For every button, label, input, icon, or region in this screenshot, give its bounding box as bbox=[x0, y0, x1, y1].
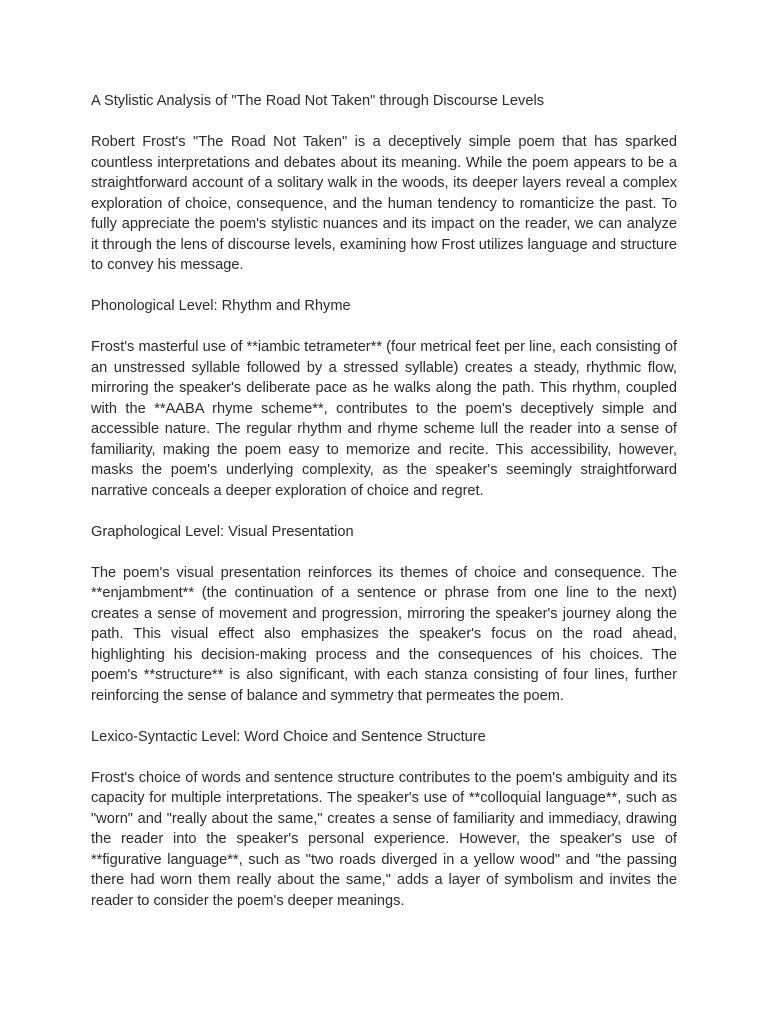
section-heading-graphological: Graphological Level: Visual Presentation bbox=[91, 523, 354, 540]
intro-paragraph: Robert Frost's "The Road Not Taken" is a deceptively simple poem that has sparked countless interpretations and debates about its meaning. While the poem appears to be a straightforward account of a solitary walk in the woods, its deeper layers reveal a complex exploration of choice, consequence, and the human tendency to romanticize the past. To fully appreciate the poem's stylistic nuances and its impact on the reader, we can analyze it through the lens of discourse levels, examining how Frost utilizes language and structure to convey his message. bbox=[91, 134, 677, 273]
section-body-lexico-syntactic: Frost's choice of words and sentence structure contributes to the poem's ambiguity and its capacity for multiple interpretations. The speaker's use of **colloquial language**, such as "worn" and "really about the same," creates a sense of familiarity and immediacy, drawing the reader into the speaker's personal experience. However, the speaker's use of **figurative language**, such as "two roads diverged in a yellow wood" and "the passing there had worn them really about the same," adds a layer of symbolism and invites the reader to consider the poem's deeper meanings. bbox=[91, 769, 677, 909]
document-page bbox=[91, 91, 677, 932]
section-heading-phonological: Phonological Level: Rhythm and Rhyme bbox=[91, 298, 351, 314]
section-body-phonological: Frost's masterful use of **iambic tetrameter** (four metrical feet per line, each consisting of an unstressed syllable followed by a stressed syllable) creates a steady, rhythmic flow, mirroring the speaker's deliberate pace as he walks along the path. This rhythm, coupled with the **AABA rhyme scheme**, contributes to the poem's deceptively simple and accessible nature. The regular rhythm and rhyme scheme lull the reader into a sense of familiarity, making the poem easy to memorize and recite. This accessibility, however, masks the poem's underlying complexity, as the speaker's seemingly straightforward narrative conceals a deeper exploration of choice and regret. bbox=[91, 339, 677, 499]
section-body-graphological: The poem's visual presentation reinforces its themes of choice and consequence. The **enjambment** (the continuation of a sentence or phrase from one line to the next) creates a sense of movement and progression, mirroring the speaker's journey along the path. This visual effect also emphasizes the speaker's focus on the road ahead, highlighting his decision-making process and the consequences of his choices. The poem's **structure** is also significant, with each stanza consisting of four lines, further reinforcing the sense of balance and symmetry that permeates the poem. bbox=[91, 564, 677, 704]
section-heading-lexico-syntactic: Lexico-Syntactic Level: Word Choice and Sentence Structure bbox=[91, 728, 486, 745]
document-title: A Stylistic Analysis of "The Road Not Taken" through Discourse Levels bbox=[91, 93, 544, 109]
